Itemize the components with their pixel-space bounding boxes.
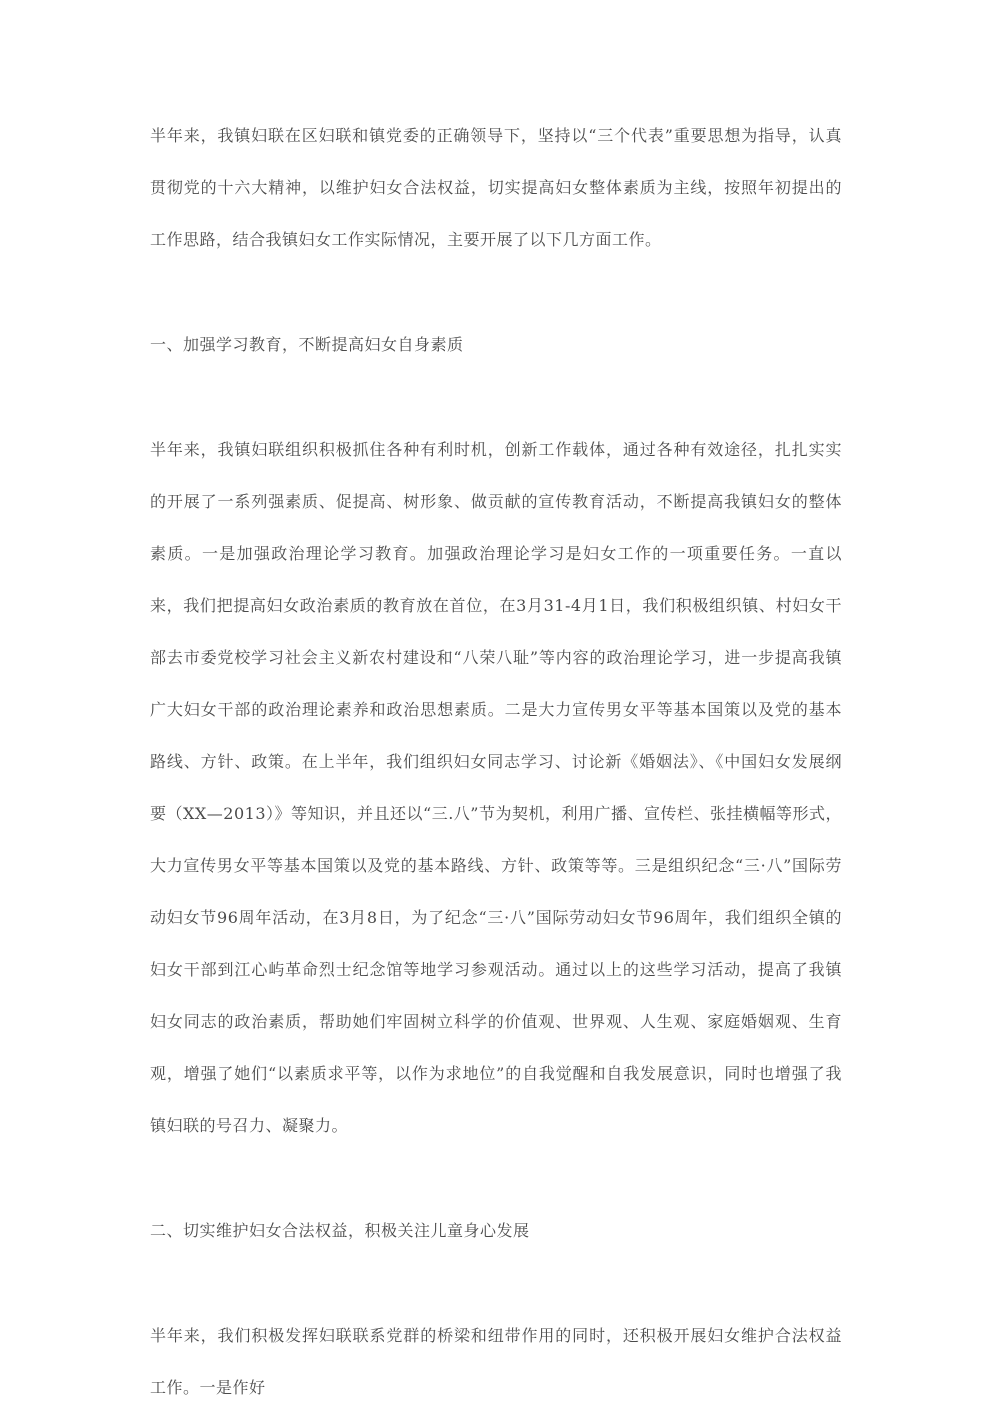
section-heading: 一、加强学习教育，不断提高妇女自身素质 [150, 335, 464, 354]
paragraph: 半年来，我们积极发挥妇联联系党群的桥梁和纽带作用的同时，还积极开展妇女维护合法权益工作。一是作好 [150, 1326, 842, 1397]
document-content [150, 110, 842, 1414]
section-heading: 二、切实维护妇女合法权益，积极关注儿童身心发展 [150, 1221, 530, 1240]
paragraph: 半年来，我镇妇联组织积极抓住各种有利时机，创新工作载体，通过各种有效途径，扎扎实实的开展了一系列强素质、促提高、树形象、做贡献的宣传教育活动，不断提高我镇妇女的整体素质。一是加强政治理论学习教育。加强政治理论学习是妇女工作的一项重要任务。一直以来，我们把提高妇女政治素质的教育放在首位，在3月31-4月1日，我们积极组织镇、村妇女干部去市委党校学习社会主义新农村建设和“八荣八耻”等内容的政治理论学习，进一步提高我镇广大妇女干部的政治理论素养和政治思想素质。二是大力宣传男女平等基本国策以及党的基本路线、方针、政策。在上半年，我们组织妇女同志学习、讨论新《婚姻法》、《中国妇女发展纲要（XX—2013）》等知识，并且还以“三.八”节为契机，利用广播、宣传栏、张挂横幅等形式，大力宣传男女平等基本国策以及党的基本路线、方针、政策等等。三是组织纪念“三·八”国际劳动妇女节96周年活动，在3月8日，为了纪念“三·八”国际劳动妇女节96周年，我们组织全镇的妇女干部到江心屿革命烈士纪念馆等地学习参观活动。通过以上的这些学习活动，提高了我镇妇女同志的政治素质，帮助她们牢固树立科学的价值观、世界观、人生观、家庭婚姻观、生育观，增强了她们“以素质求平等，以作为求地位”的自我觉醒和自我发展意识，同时也增强了我镇妇联的号召力、凝聚力。 [150, 440, 842, 1135]
paragraph: 半年来，我镇妇联在区妇联和镇党委的正确领导下，坚持以“三个代表”重要思想为指导，认真贯彻党的十六大精神，以维护妇女合法权益，切实提高妇女整体素质为主线，按照年初提出的工作思路，结合我镇妇女工作实际情况，主要开展了以下几方面工作。 [150, 126, 842, 249]
